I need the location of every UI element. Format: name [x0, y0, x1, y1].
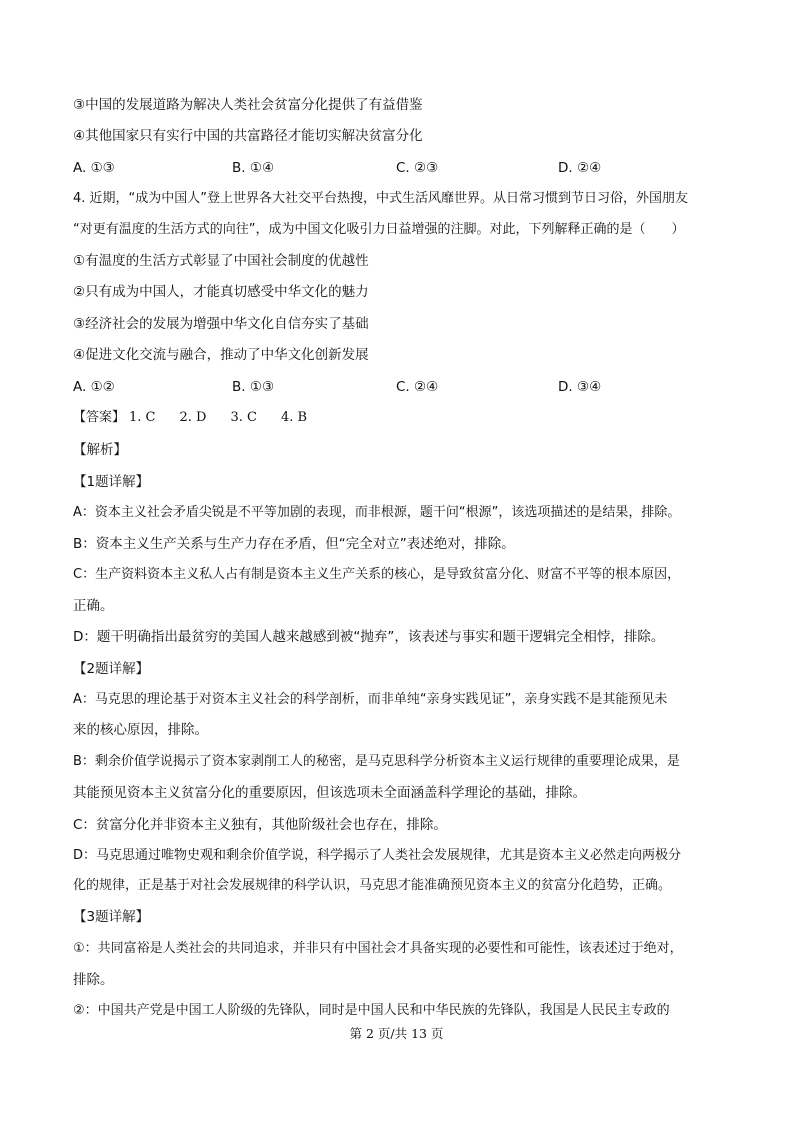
answer-item: 3. C	[230, 410, 257, 425]
detail-1-heading: 【1题详解】	[73, 474, 150, 490]
q4-item-2: ②只有成为中国人，才能真切感受中华文化的魅力	[73, 284, 369, 300]
answer-label: 【答案】	[73, 410, 126, 425]
q4-stem-line-2: “对更有温度的生活方式的向往”，成为中国文化吸引力日益增强的注脚。对此，下列解释正确的是（ ）	[73, 222, 685, 237]
detail-2-option-a-line-2: 来的核心原因，排除。	[73, 722, 208, 738]
detail-1-option-a: A：资本主义社会矛盾尖锐是不平等加剧的表现，而非根源，题干问“根源”，该选项描述的是结果，排除。	[73, 505, 681, 520]
q3-option-a: A. ①③	[73, 160, 115, 176]
detail-2-option-a-line-1: A：马克思的理论基于对资本主义社会的科学剖析，而非单纯“亲身实践见证”，亲身实践不是其能预见未	[73, 692, 668, 707]
answer-line	[73, 408, 331, 428]
detail-2-heading: 【2题详解】	[73, 661, 150, 677]
detail-3-item-1-line-1: ①：共同富裕是人类社会的共同追求，并非只有中国社会才具备实现的必要性和可能性，该表述过于绝对，	[73, 941, 683, 956]
page-number-footer: 第 2 页/共 13 页	[349, 1026, 444, 1041]
q4-item-1: ①有温度的生活方式彰显了中国社会制度的优越性	[73, 253, 369, 269]
detail-1-option-d: D：题干明确指出最贫穷的美国人越来越感到被“抛弃”，该表述与事实和题干逻辑完全相悖，排除。	[73, 629, 665, 645]
q3-item-4: ④其他国家只有实行中国的共富路径才能切实解决贫富分化	[73, 128, 423, 144]
q3-option-d: D. ②④	[558, 160, 602, 176]
answer-item: 2. D	[179, 410, 207, 425]
analysis-label: 【解析】	[73, 442, 127, 458]
q4-option-a: A. ①②	[73, 379, 115, 395]
detail-3-item-2-line-1: ②：中国共产党是中国工人阶级的先锋队，同时是中国人民和中华民族的先锋队，我国是人民民主专政的	[73, 1003, 670, 1018]
answer-item: 1. C	[129, 410, 156, 425]
q4-option-c: C. ②④	[396, 379, 439, 395]
q4-option-b: B. ①③	[232, 379, 275, 395]
q4-stem-line-1: 4. 近期，“成为中国人”登上世界各大社交平台热搜，中式生活风靡世界。从日常习惯到节日习俗，外国朋友	[73, 191, 689, 206]
detail-2-option-d-line-1: D：马克思通过唯物史观和剩余价值学说，科学揭示了人类社会发展规律，尤其是资本主义必然走向两极分	[73, 848, 682, 863]
answer-item: 4. B	[280, 410, 308, 425]
detail-1-option-c-line-1: C：生产资料资本主义私人占有制是资本主义生产关系的核心，是导致贫富分化、财富不平等的根本原因，	[73, 567, 681, 582]
detail-2-option-c: C：贫富分化并非资本主义独有，其他阶级社会也存在，排除。	[73, 817, 447, 833]
detail-3-heading: 【3题详解】	[73, 909, 150, 925]
detail-2-option-b-line-2: 其能预见资本主义贫富分化的重要原因，但该选项未全面涵盖科学理论的基础，排除。	[73, 785, 586, 801]
q4-item-4: ④促进文化交流与融合，推动了中华文化创新发展	[73, 347, 369, 363]
q3-item-3: ③中国的发展道路为解决人类社会贫富分化提供了有益借鉴	[73, 97, 423, 113]
detail-2-option-d-line-2: 化的规律，正是基于对社会发展规律的科学认识，马克思才能准确预见资本主义的贫富分化趋势，正确。	[73, 878, 672, 893]
q4-item-3: ③经济社会的发展为增强中华文化自信夯实了基础	[73, 316, 369, 332]
detail-1-option-b: B：资本主义生产关系与生产力存在矛盾，但“完全对立”表述绝对，排除。	[73, 536, 515, 552]
detail-3-item-1-line-2: 排除。	[73, 972, 114, 988]
detail-2-option-b-line-1: B：剩余价值学说揭示了资本家剥削工人的秘密，是马克思科学分析资本主义运行规律的重要理论成果，是	[73, 754, 680, 769]
q4-option-d: D. ③④	[558, 379, 602, 395]
detail-1-option-c-line-2: 正确。	[73, 598, 114, 614]
q3-option-b: B. ①④	[232, 160, 275, 176]
q3-option-c: C. ②③	[396, 160, 439, 176]
